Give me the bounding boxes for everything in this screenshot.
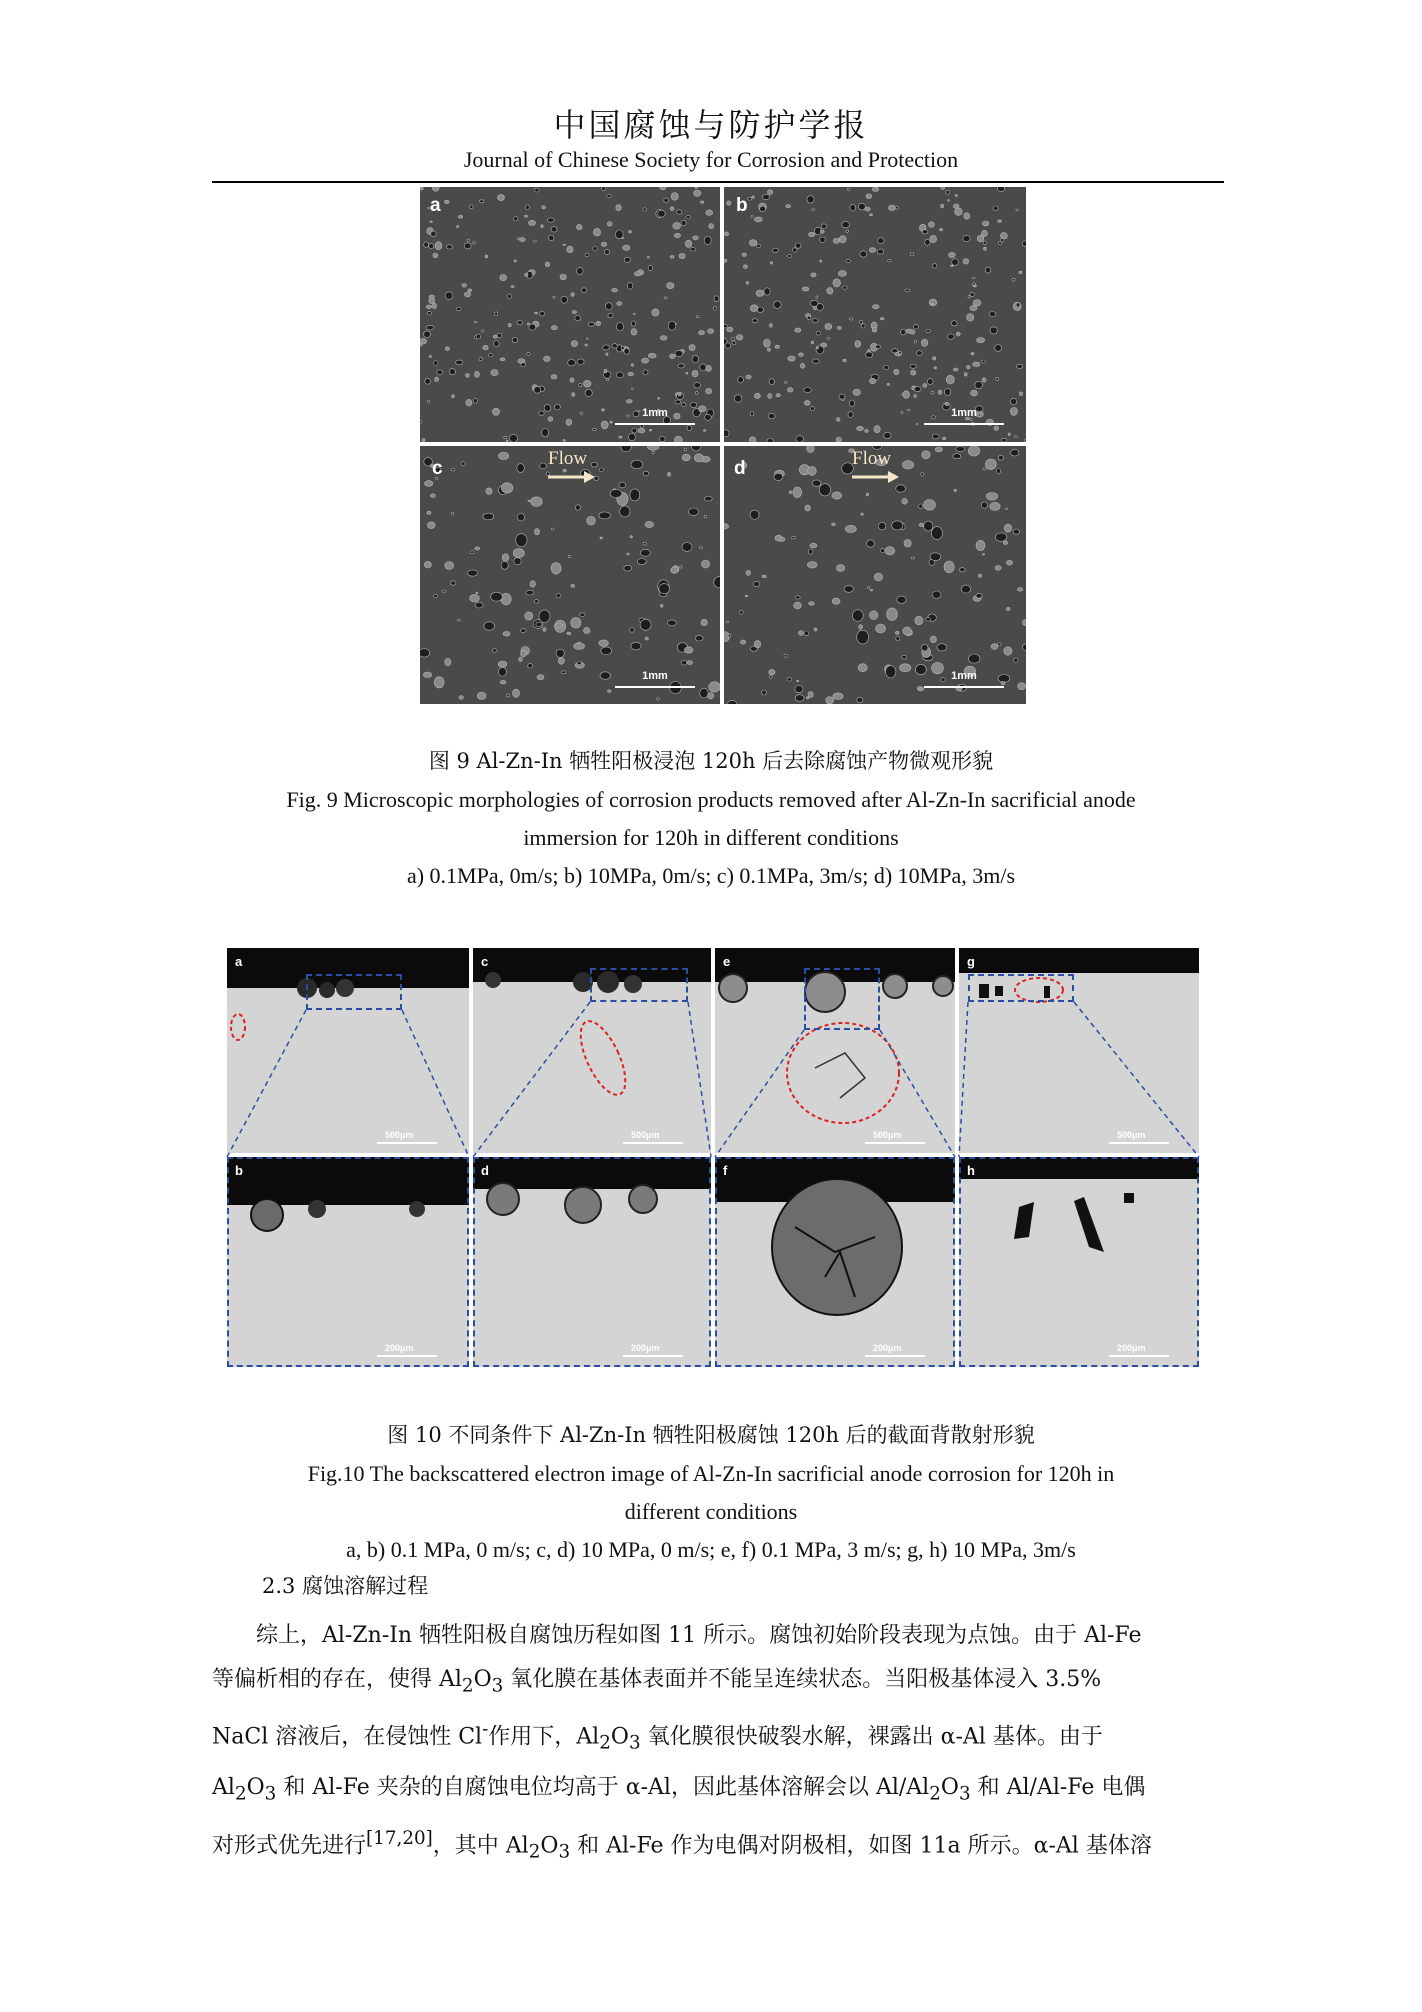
panel-label: a: [235, 954, 243, 969]
fig10-caption-en-line1: Fig.10 The backscattered electron image of Al-Zn-In sacrificial anode corrosion for 120h in: [307, 1461, 1115, 1486]
flow-label: Flow: [852, 448, 892, 469]
text-run: 氧化膜很快破裂水解，裸露出 α-Al 基体。由于: [640, 1724, 1103, 1750]
scale-label: 200μm: [1117, 1343, 1146, 1353]
body-paragraph: [212, 1614, 1214, 1874]
text-run: ，其中 Al: [432, 1832, 529, 1858]
text-run: O: [246, 1775, 265, 1801]
panel-label: g: [967, 954, 975, 969]
fig9-caption-en-line1: Fig. 9 Microscopic morphologies of corrosion products removed after Al-Zn-In sacrificial anode: [286, 787, 1136, 812]
citation[interactable]: [17,20]: [366, 1827, 433, 1849]
scale-label: 1mm: [951, 407, 977, 419]
fig10-caption-conditions: a, b) 0.1 MPa, 0 m/s; c, d) 10 MPa, 0 m/s; e, f) 0.1 MPa, 3 m/s; g, h) 10 MPa, 3m/s: [346, 1537, 1076, 1562]
panel-label: f: [723, 1163, 728, 1178]
scale-label: 500μm: [631, 1130, 660, 1140]
panel-label: c: [432, 458, 443, 479]
scale-label: 500μm: [385, 1130, 414, 1140]
flow-label: Flow: [548, 448, 588, 469]
text-run: NaCl 溶液后，在侵蚀性 Cl: [212, 1724, 483, 1750]
panel-label: a: [430, 195, 441, 216]
subscript: 3: [628, 1733, 641, 1755]
text-run: 氧化膜在基体表面并不能呈连续状态。当阳极基体浸入 3.5%: [503, 1667, 1102, 1692]
text-run: 和 Al-Fe 作为电偶对阴极相，如图 11a 所示。α-Al 基体溶: [570, 1832, 1152, 1858]
panel-label: d: [734, 458, 746, 479]
text-run: O: [473, 1667, 492, 1692]
text-run: O: [610, 1724, 629, 1750]
subscript: 3: [958, 1783, 971, 1805]
text-run: 对形式优先进行: [212, 1832, 367, 1858]
subscript: 3: [558, 1841, 571, 1863]
scale-label: 1mm: [642, 407, 668, 419]
text-run: 和 Al/Al-Fe 电偶: [970, 1775, 1146, 1801]
subscript: 2: [929, 1783, 941, 1805]
line-5: [212, 1817, 1214, 1875]
subscript: 2: [234, 1783, 247, 1805]
fig9-caption-cn: 图 9 Al-Zn-In 牺牲阳极浸泡 120h 后去除腐蚀产物微观形貌: [428, 749, 994, 773]
text-run: O: [940, 1775, 959, 1801]
fig10-caption-cn: 图 10 不同条件下 Al-Zn-In 牺牲阳极腐蚀 120h 后的截面背散射形貌: [387, 1423, 1035, 1447]
subscript: 2: [461, 1675, 474, 1697]
text-run: 等偏析相的存在，使得 Al: [212, 1667, 462, 1692]
journal-title-cn: 中国腐蚀与防护学报: [553, 106, 869, 144]
superscript: -: [482, 1719, 489, 1741]
text-run: O: [540, 1832, 559, 1858]
subscript: 3: [264, 1783, 277, 1805]
section-heading: 2.3 腐蚀溶解过程: [262, 1574, 429, 1598]
line-2: [212, 1658, 1214, 1708]
text-run: 作用下，Al: [488, 1724, 600, 1750]
panel-label: b: [736, 195, 748, 216]
line-4: [212, 1766, 1214, 1816]
panel-label: d: [481, 1163, 489, 1178]
text-run: 综上，Al-Zn-In 牺牲阳极自腐蚀历程如图 11 所示。腐蚀初始阶段表现为点蚀。由于 Al-Fe: [256, 1623, 1142, 1648]
scale-label: 200μm: [873, 1343, 902, 1353]
subscript: 3: [491, 1675, 504, 1697]
subscript: 2: [599, 1733, 611, 1755]
fig9-caption-en-line2: immersion for 120h in different conditions: [523, 825, 899, 850]
scale-label: 500μm: [873, 1130, 902, 1140]
scale-label: 1mm: [951, 670, 977, 682]
scale-label: 200μm: [385, 1343, 414, 1353]
journal-title-en: Journal of Chinese Society for Corrosion and Protection: [463, 147, 959, 172]
scale-label: 1mm: [642, 670, 668, 682]
scale-label: 200μm: [631, 1343, 660, 1353]
scale-label: 500μm: [1117, 1130, 1146, 1140]
panel-label: b: [235, 1163, 243, 1178]
line-3: [212, 1708, 1214, 1766]
panel-label: h: [967, 1163, 975, 1178]
fig10-caption-en-line2: different conditions: [624, 1499, 798, 1524]
panel-label: e: [723, 954, 731, 969]
subscript: 2: [528, 1841, 541, 1863]
line-1: [212, 1614, 1214, 1658]
fig9-caption-conditions: a) 0.1MPa, 0m/s; b) 10MPa, 0m/s; c) 0.1MPa, 3m/s; d) 10MPa, 3m/s: [406, 863, 1016, 888]
text-run: 和 Al-Fe 夹杂的自腐蚀电位均高于 α-Al，因此基体溶解会以 Al/Al: [276, 1775, 930, 1801]
panel-label: c: [481, 954, 489, 969]
text-run: Al: [212, 1775, 235, 1801]
